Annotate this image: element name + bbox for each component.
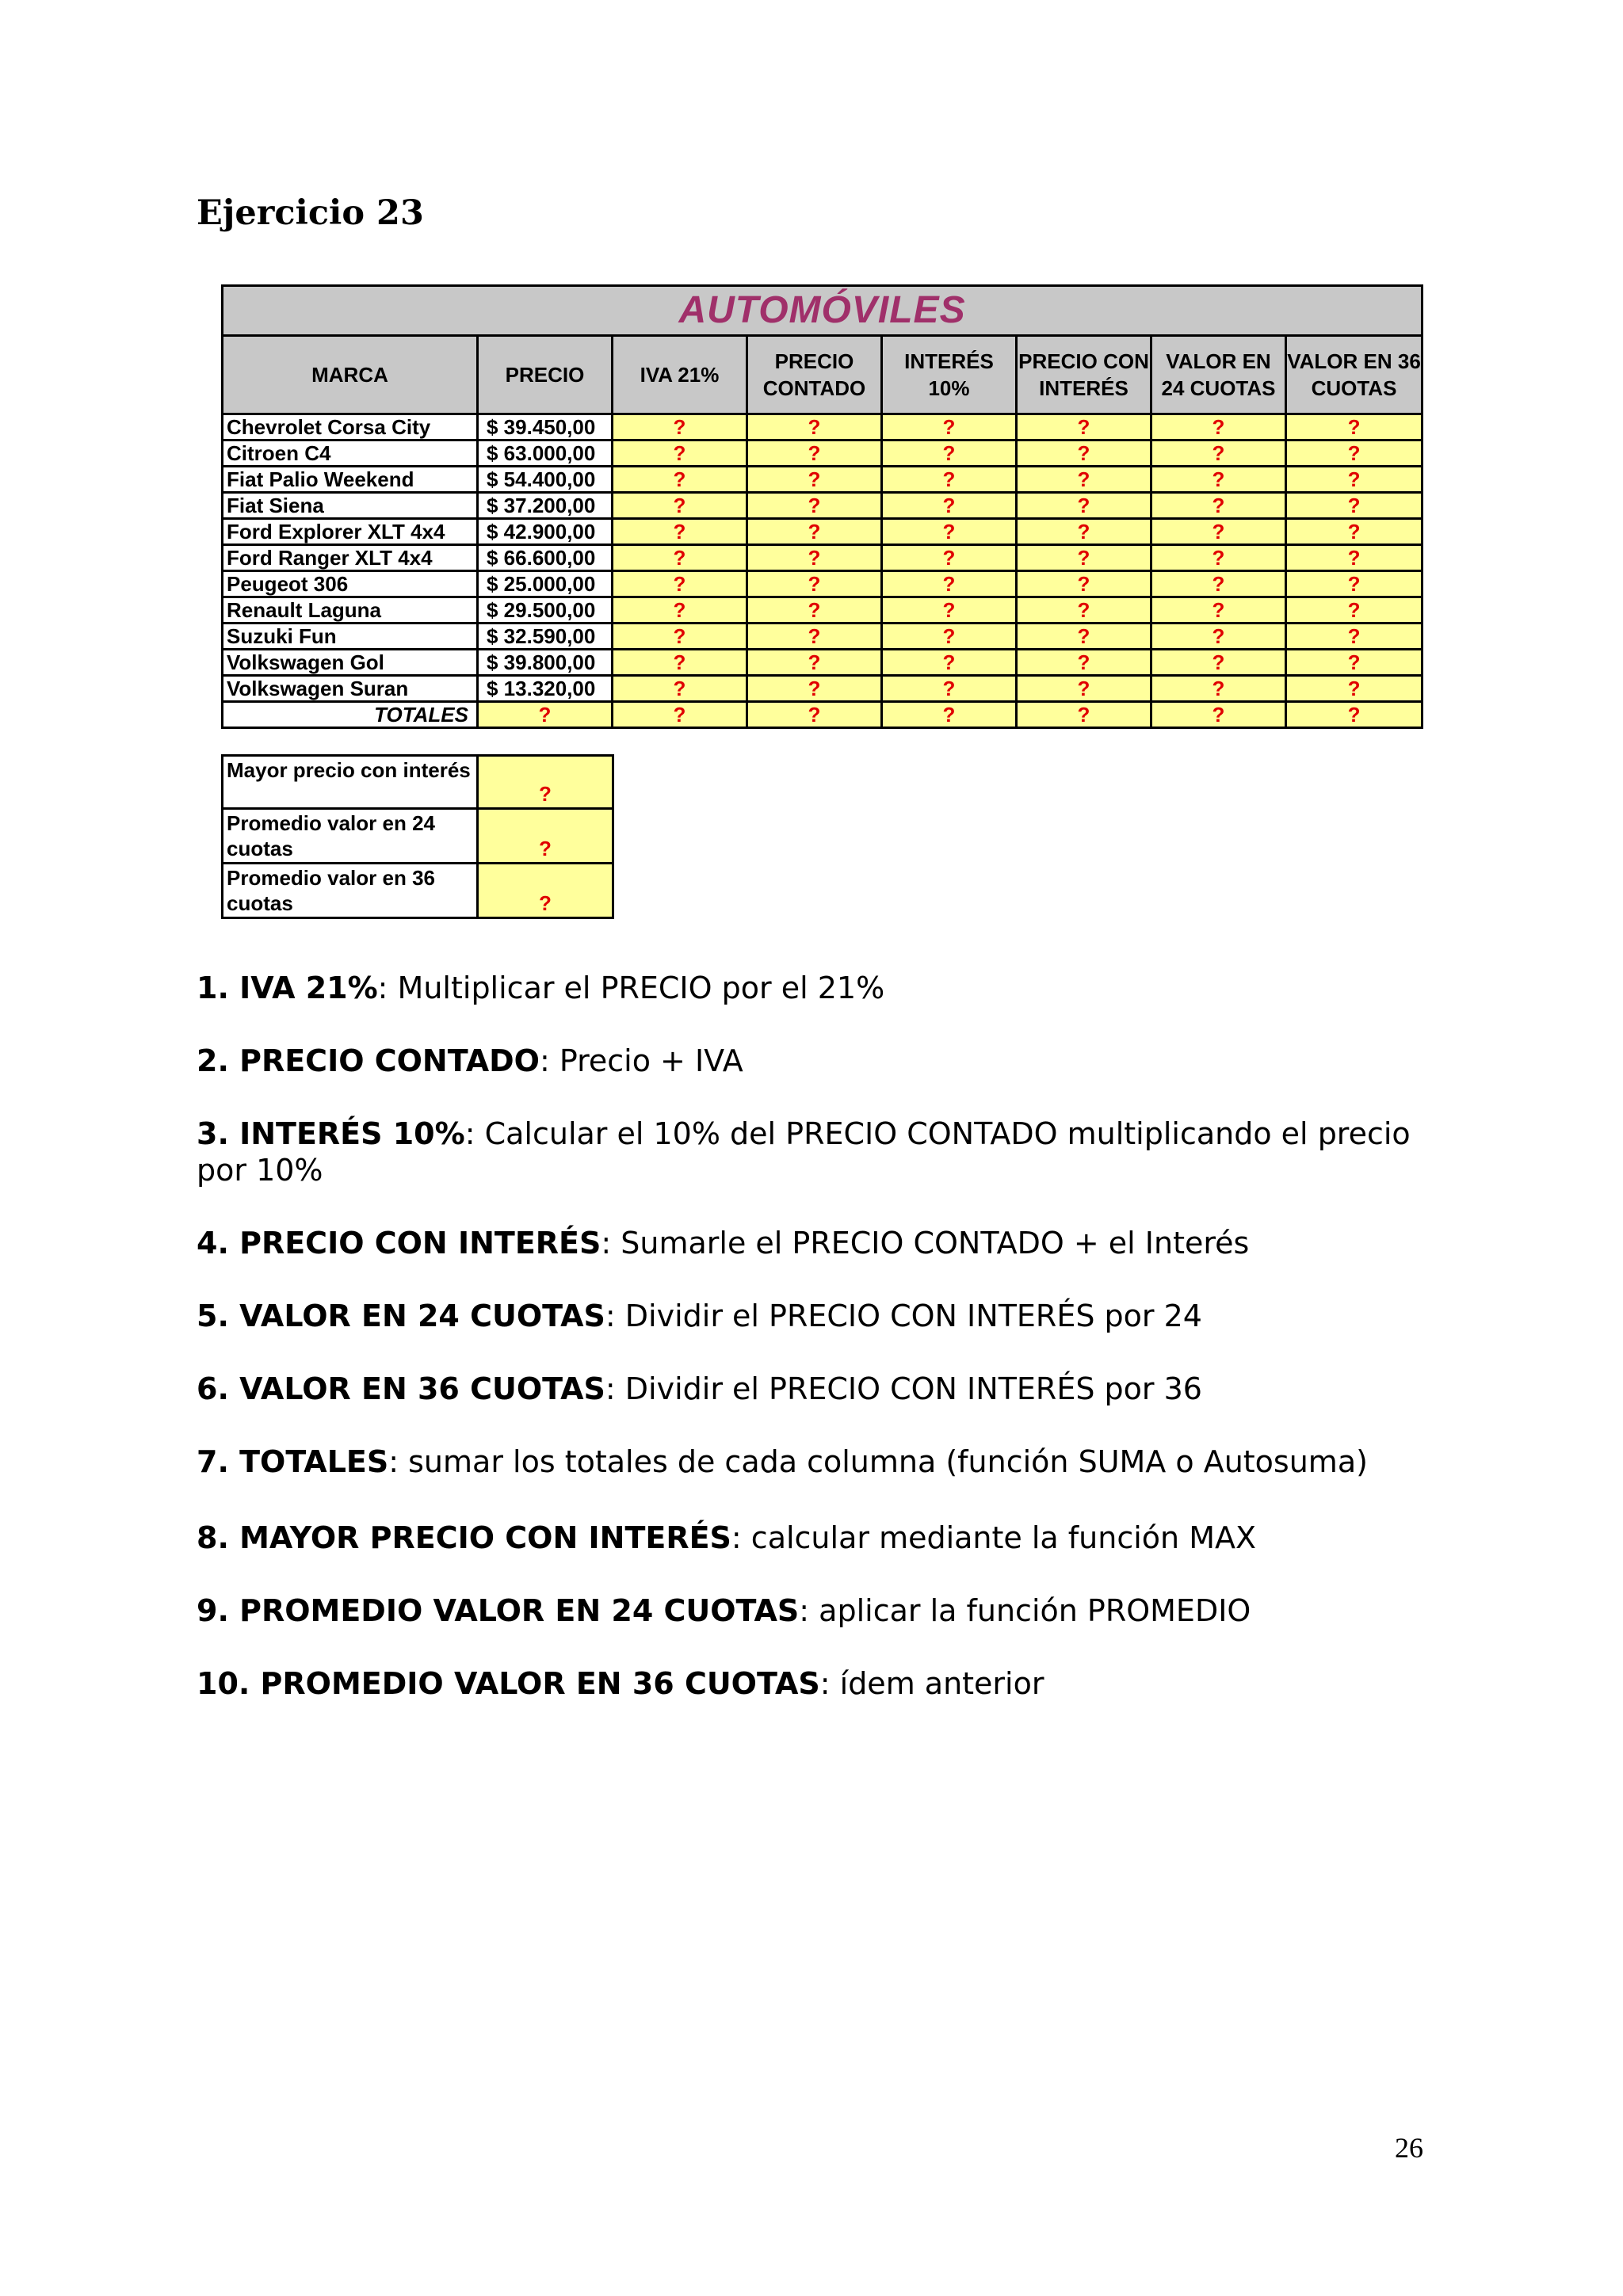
cell-placeholder: ? — [1151, 441, 1286, 467]
cell-placeholder: ? — [1017, 676, 1151, 702]
instruction-item — [197, 1592, 1449, 1629]
cell-marca: Volkswagen Suran — [223, 676, 478, 702]
cell-precio: $ 37.200,00 — [478, 493, 613, 519]
instruction-item — [197, 1225, 1449, 1261]
cell-placeholder: ? — [1151, 414, 1286, 441]
instruction-text: : Calcular el 10% del PRECIO CONTADO multiplicando el precio por 10% — [197, 1116, 1411, 1188]
cell-placeholder: ? — [1151, 650, 1286, 676]
cell-placeholder: ? — [747, 545, 882, 571]
cell-placeholder: ? — [613, 467, 747, 493]
column-header: MARCA — [223, 336, 478, 414]
cell-marca: Suzuki Fun — [223, 624, 478, 650]
table-row — [223, 493, 1423, 519]
summary-table — [221, 754, 614, 919]
cell-placeholder: ? — [1151, 597, 1286, 624]
cell-placeholder: ? — [747, 624, 882, 650]
cell-placeholder: ? — [1286, 650, 1423, 676]
cell-placeholder: ? — [1286, 519, 1423, 545]
instruction-item — [197, 1444, 1449, 1480]
cell-placeholder: ? — [1017, 519, 1151, 545]
cell-placeholder: ? — [613, 571, 747, 597]
instruction-term: 9. PROMEDIO VALOR EN 24 CUOTAS — [197, 1593, 800, 1628]
cell-placeholder: ? — [747, 676, 882, 702]
instruction-text: : Dividir el PRECIO CON INTERÉS por 24 — [605, 1299, 1202, 1333]
cell-marca: Fiat Palio Weekend — [223, 467, 478, 493]
cell-placeholder: ? — [1286, 702, 1423, 728]
cell-placeholder: ? — [882, 650, 1017, 676]
cell-placeholder: ? — [1286, 624, 1423, 650]
column-header: PRECIO CONTADO — [747, 336, 882, 414]
cell-precio: $ 63.000,00 — [478, 441, 613, 467]
cell-placeholder: ? — [882, 467, 1017, 493]
summary-value: ? — [478, 756, 613, 809]
cell-placeholder: ? — [1151, 624, 1286, 650]
instruction-item — [197, 1043, 1449, 1079]
instruction-text: : aplicar la función PROMEDIO — [799, 1593, 1251, 1628]
cell-placeholder: ? — [1017, 545, 1151, 571]
instruction-term: 1. IVA 21% — [197, 971, 378, 1005]
cell-placeholder: ? — [747, 441, 882, 467]
cell-placeholder: ? — [747, 467, 882, 493]
instruction-text: : calcular mediante la función MAX — [731, 1520, 1257, 1555]
cell-placeholder: ? — [1286, 571, 1423, 597]
table-row — [223, 467, 1423, 493]
cell-placeholder: ? — [613, 597, 747, 624]
cell-placeholder: ? — [613, 702, 747, 728]
cell-marca: Fiat Siena — [223, 493, 478, 519]
table-row — [223, 441, 1423, 467]
instruction-term: 8. MAYOR PRECIO CON INTERÉS — [197, 1520, 731, 1555]
table-row — [223, 676, 1423, 702]
cell-placeholder: ? — [613, 493, 747, 519]
cell-marca: Citroen C4 — [223, 441, 478, 467]
cell-placeholder: ? — [882, 676, 1017, 702]
cell-precio: $ 25.000,00 — [478, 571, 613, 597]
cell-marca: Peugeot 306 — [223, 571, 478, 597]
table-row — [223, 519, 1423, 545]
cell-placeholder: ? — [613, 676, 747, 702]
cell-placeholder: ? — [478, 702, 613, 728]
summary-label: Mayor precio con interés — [223, 756, 478, 809]
cell-placeholder: ? — [613, 519, 747, 545]
table-title-row — [223, 286, 1423, 336]
cell-placeholder: ? — [1017, 414, 1151, 441]
cell-placeholder: ? — [1286, 467, 1423, 493]
cell-marca: Renault Laguna — [223, 597, 478, 624]
cell-placeholder: ? — [1286, 676, 1423, 702]
cell-placeholder: ? — [1286, 597, 1423, 624]
instruction-item — [197, 1520, 1449, 1556]
exercise-heading: Ejercicio 23 — [197, 193, 424, 233]
cell-placeholder: ? — [1151, 467, 1286, 493]
cell-placeholder: ? — [747, 493, 882, 519]
instruction-term: 10. PROMEDIO VALOR EN 36 CUOTAS — [197, 1666, 820, 1701]
table-row — [223, 545, 1423, 571]
cell-placeholder: ? — [1017, 597, 1151, 624]
instruction-text: : Precio + IVA — [539, 1043, 743, 1078]
instruction-text: : sumar los totales de cada columna (función SUMA o Autosuma) — [388, 1444, 1368, 1479]
cell-placeholder: ? — [882, 441, 1017, 467]
summary-label: Promedio valor en 36 cuotas — [223, 864, 478, 918]
cell-placeholder: ? — [613, 441, 747, 467]
totals-row — [223, 702, 1423, 728]
automobiles-table — [221, 284, 1423, 729]
cell-placeholder: ? — [1017, 467, 1151, 493]
cell-marca: Ford Ranger XLT 4x4 — [223, 545, 478, 571]
cell-placeholder: ? — [882, 702, 1017, 728]
instruction-item — [197, 1116, 1449, 1188]
cell-placeholder: ? — [613, 624, 747, 650]
table-row — [223, 650, 1423, 676]
cell-precio: $ 39.450,00 — [478, 414, 613, 441]
cell-placeholder: ? — [882, 414, 1017, 441]
table-row — [223, 597, 1423, 624]
cell-placeholder: ? — [747, 519, 882, 545]
cell-marca: Volkswagen Gol — [223, 650, 478, 676]
column-header: PRECIO — [478, 336, 613, 414]
cell-placeholder: ? — [613, 650, 747, 676]
cell-placeholder: ? — [1017, 571, 1151, 597]
table-row — [223, 414, 1423, 441]
instruction-term: 4. PRECIO CON INTERÉS — [197, 1226, 601, 1261]
summary-value: ? — [478, 809, 613, 864]
column-header: INTERÉS 10% — [882, 336, 1017, 414]
cell-placeholder: ? — [1151, 493, 1286, 519]
summary-value: ? — [478, 864, 613, 918]
cell-placeholder: ? — [1151, 676, 1286, 702]
cell-placeholder: ? — [882, 519, 1017, 545]
table-title: AUTOMÓVILES — [223, 286, 1423, 336]
column-header: PRECIO CON INTERÉS — [1017, 336, 1151, 414]
cell-placeholder: ? — [1151, 702, 1286, 728]
cell-placeholder: ? — [1151, 571, 1286, 597]
cell-precio: $ 66.600,00 — [478, 545, 613, 571]
cell-placeholder: ? — [1286, 545, 1423, 571]
cell-precio: $ 13.320,00 — [478, 676, 613, 702]
cell-placeholder: ? — [747, 414, 882, 441]
cell-placeholder: ? — [613, 545, 747, 571]
page-number: 26 — [1395, 2132, 1423, 2164]
cell-placeholder: ? — [1017, 624, 1151, 650]
instruction-text: : Dividir el PRECIO CON INTERÉS por 36 — [605, 1371, 1202, 1406]
column-header: VALOR EN 24 CUOTAS — [1151, 336, 1286, 414]
totals-label: TOTALES — [223, 702, 478, 728]
cell-placeholder: ? — [1017, 441, 1151, 467]
instruction-item — [197, 1371, 1449, 1407]
cell-precio: $ 39.800,00 — [478, 650, 613, 676]
instruction-text: : Sumarle el PRECIO CONTADO + el Interés — [601, 1226, 1250, 1261]
instruction-term: 3. INTERÉS 10% — [197, 1116, 465, 1151]
summary-row — [223, 756, 613, 809]
cell-placeholder: ? — [747, 571, 882, 597]
cell-marca: Chevrolet Corsa City — [223, 414, 478, 441]
cell-placeholder: ? — [882, 624, 1017, 650]
cell-placeholder: ? — [882, 597, 1017, 624]
column-header: VALOR EN 36 CUOTAS — [1286, 336, 1423, 414]
cell-precio: $ 54.400,00 — [478, 467, 613, 493]
instruction-term: 7. TOTALES — [197, 1444, 389, 1479]
instruction-item — [197, 970, 1449, 1006]
cell-placeholder: ? — [882, 545, 1017, 571]
instruction-term: 5. VALOR EN 24 CUOTAS — [197, 1299, 605, 1333]
instruction-text: : ídem anterior — [819, 1666, 1044, 1701]
cell-placeholder: ? — [1017, 650, 1151, 676]
instruction-item — [197, 1298, 1449, 1334]
cell-placeholder: ? — [613, 414, 747, 441]
cell-precio: $ 32.590,00 — [478, 624, 613, 650]
summary-label: Promedio valor en 24 cuotas — [223, 809, 478, 864]
cell-placeholder: ? — [882, 493, 1017, 519]
instruction-text: : Multiplicar el PRECIO por el 21% — [377, 971, 885, 1005]
summary-row — [223, 864, 613, 918]
cell-placeholder: ? — [1017, 493, 1151, 519]
cell-placeholder: ? — [1151, 545, 1286, 571]
cell-placeholder: ? — [747, 702, 882, 728]
cell-placeholder: ? — [747, 597, 882, 624]
cell-precio: $ 29.500,00 — [478, 597, 613, 624]
cell-precio: $ 42.900,00 — [478, 519, 613, 545]
instruction-item — [197, 1665, 1449, 1702]
instruction-term: 2. PRECIO CONTADO — [197, 1043, 540, 1078]
table-header-row — [223, 336, 1423, 414]
cell-placeholder: ? — [1151, 519, 1286, 545]
cell-placeholder: ? — [1017, 702, 1151, 728]
summary-row — [223, 809, 613, 864]
cell-placeholder: ? — [882, 571, 1017, 597]
table-row — [223, 624, 1423, 650]
cell-placeholder: ? — [1286, 414, 1423, 441]
cell-placeholder: ? — [1286, 441, 1423, 467]
instruction-term: 6. VALOR EN 36 CUOTAS — [197, 1371, 605, 1406]
cell-marca: Ford Explorer XLT 4x4 — [223, 519, 478, 545]
cell-placeholder: ? — [1286, 493, 1423, 519]
cell-placeholder: ? — [747, 650, 882, 676]
table-row — [223, 571, 1423, 597]
column-header: IVA 21% — [613, 336, 747, 414]
